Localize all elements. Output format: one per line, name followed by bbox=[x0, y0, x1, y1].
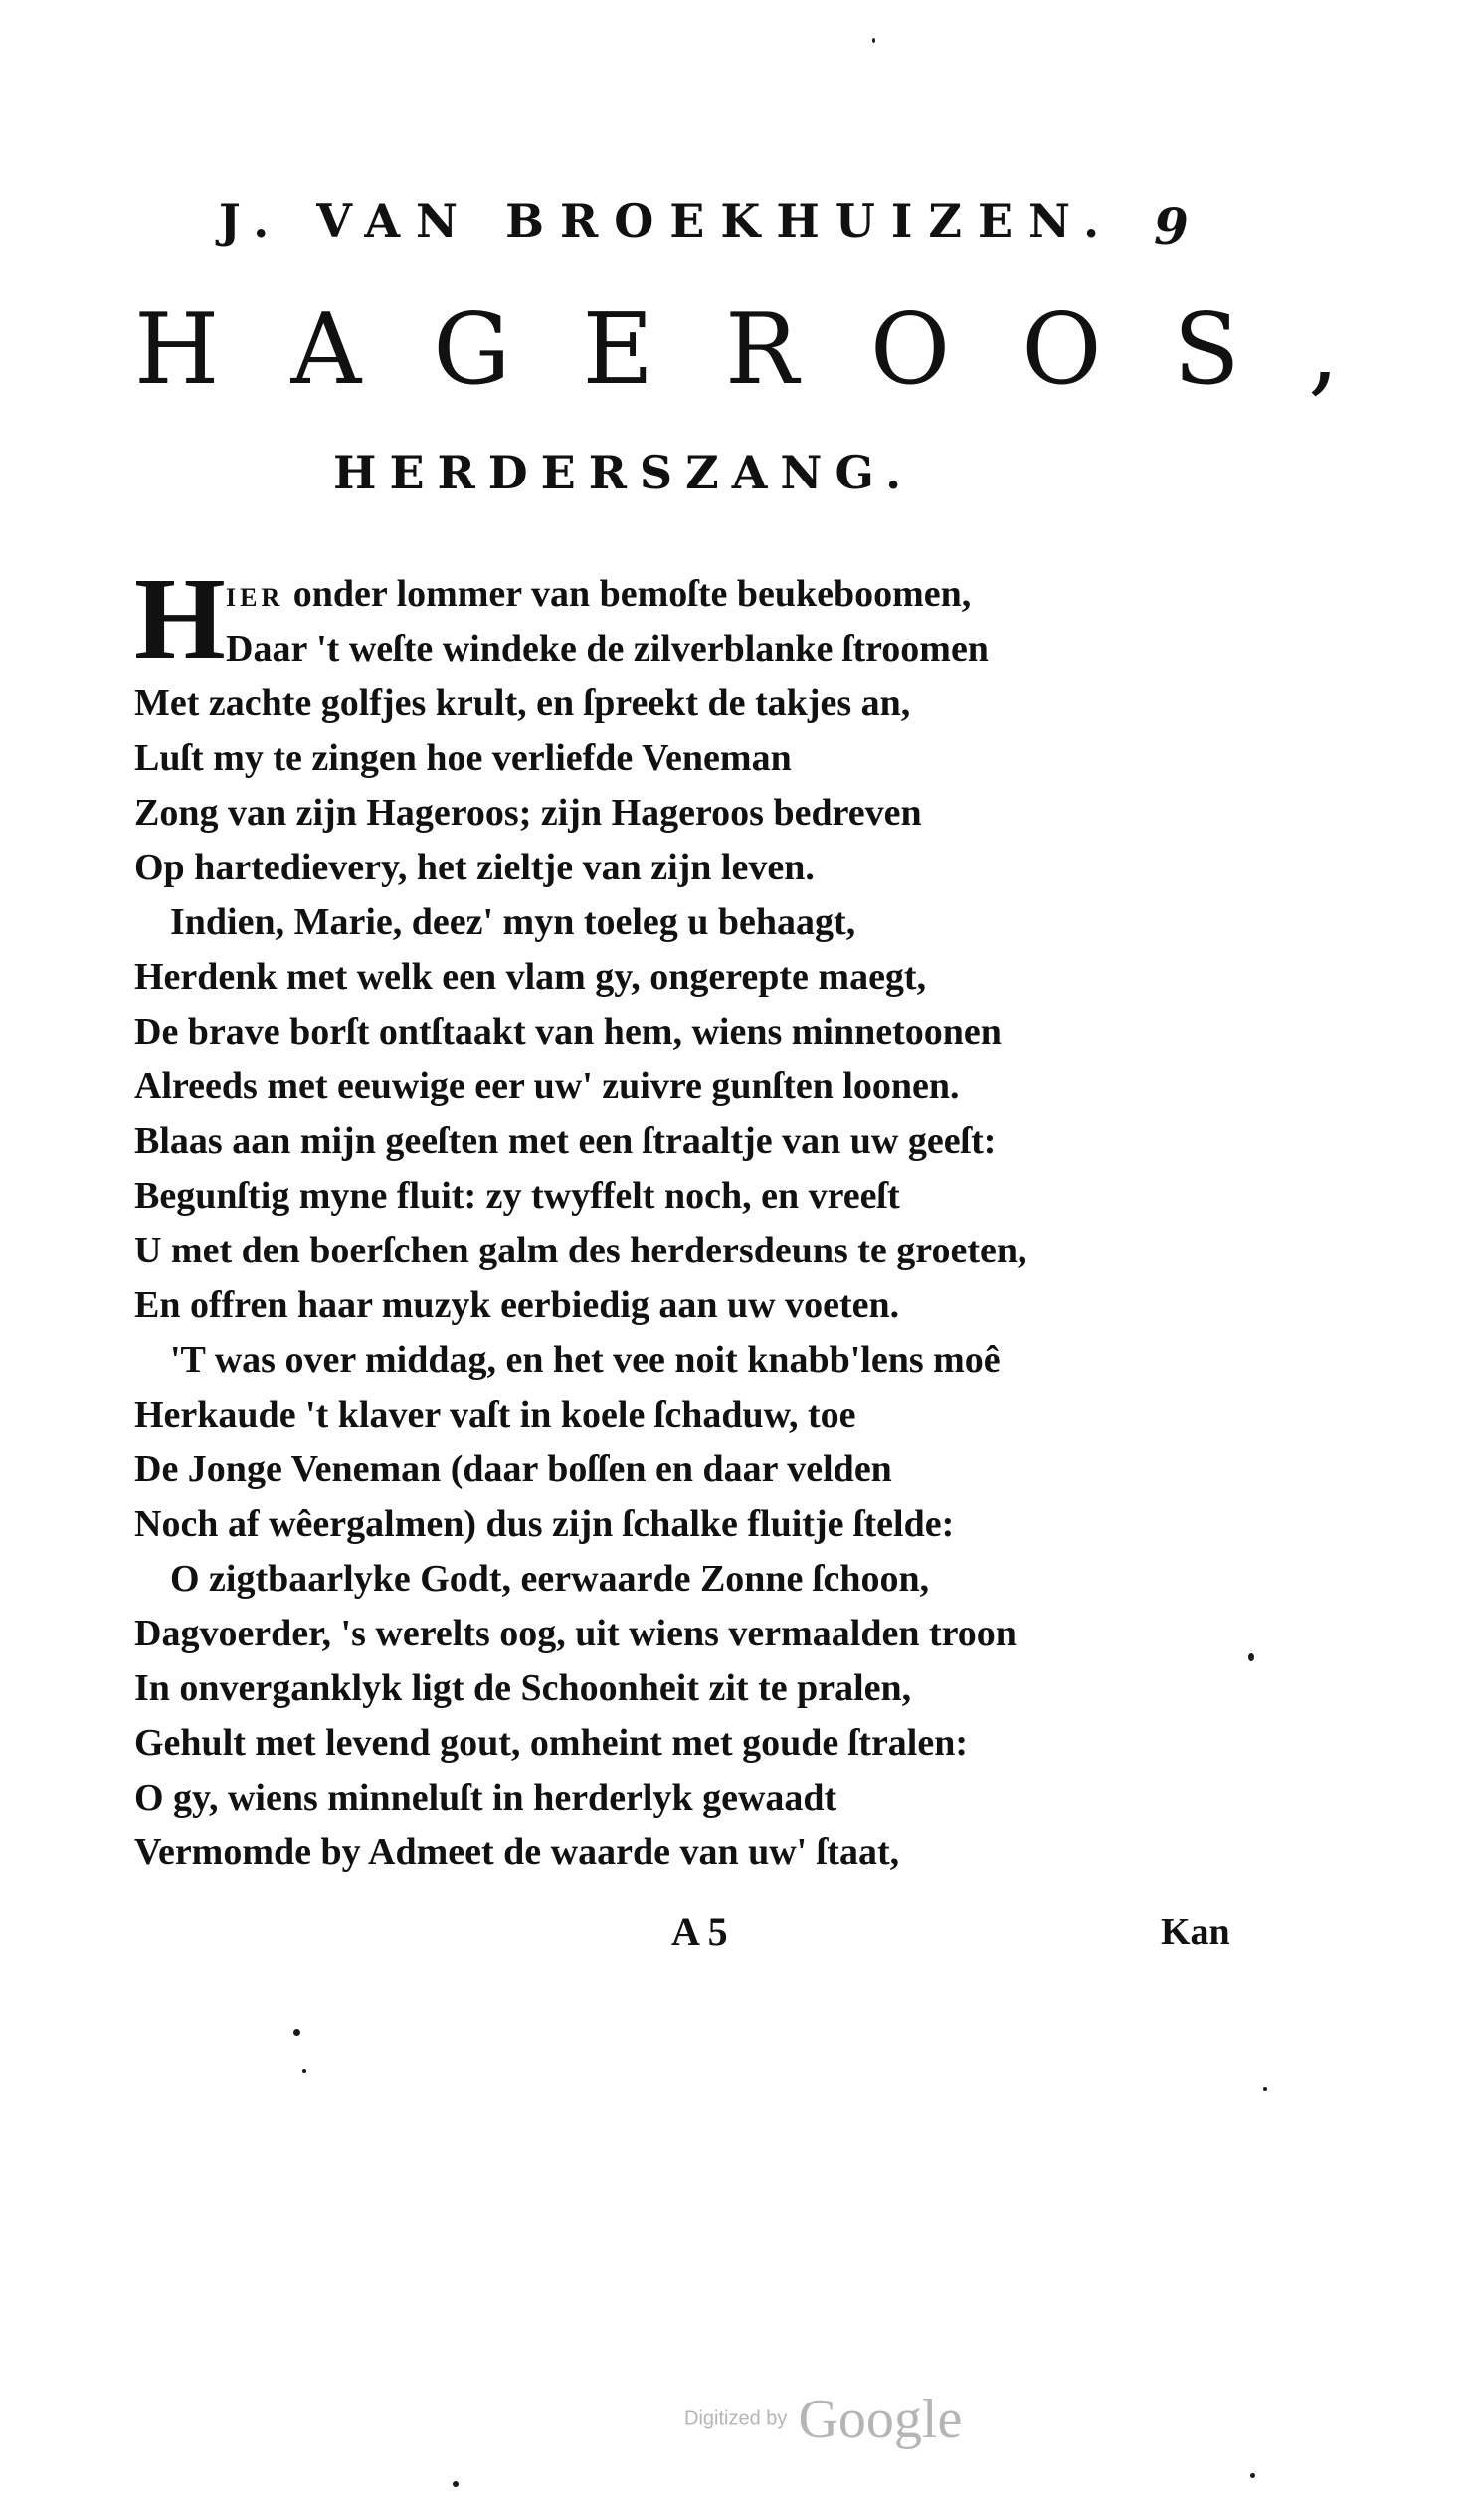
signature-mark: A 5 bbox=[671, 1909, 728, 1954]
ink-speck bbox=[453, 2481, 459, 2487]
ink-speck bbox=[1248, 1653, 1254, 1661]
poem-line: Gehult met levend gout, omheint met goude ſtralen: bbox=[134, 1722, 969, 1764]
poem-line: 'T was over middag, en het vee noit knabb'lens moê bbox=[170, 1339, 1001, 1381]
poem-line: Herdenk met welk een vlam gy, ongerepte maegt, bbox=[134, 956, 927, 998]
digitization-watermark bbox=[684, 2388, 962, 2451]
poem-title: HAGEROOS, bbox=[134, 293, 1411, 407]
poem-line: Zong van zijn Hageroos; zijn Hageroos bedreven bbox=[134, 792, 922, 834]
poem-line: Indien, Marie, deez' myn toeleg u behaagt, bbox=[170, 901, 856, 943]
poem-line: Noch af wêergalmen) dus zijn ſchalke fluitje ſtelde: bbox=[134, 1503, 955, 1545]
ink-speck bbox=[293, 2029, 300, 2036]
poem-line: De brave borſt ontſtaakt van hem, wiens minnetoonen bbox=[134, 1011, 1002, 1053]
catchword: Kan bbox=[1161, 1911, 1230, 1953]
page-number: 9 bbox=[1154, 197, 1189, 256]
poem-line: Op hartedievery, het zieltje van zijn leven. bbox=[134, 847, 815, 888]
poem-subtitle: HERDERSZANG. bbox=[333, 446, 915, 499]
watermark-brand: Google bbox=[798, 2389, 963, 2450]
ink-speck bbox=[872, 38, 875, 43]
poem-line: Met zachte golfjes krult, en ſpreekt de takjes an, bbox=[134, 682, 911, 724]
poem-line bbox=[226, 567, 971, 625]
poem-line: Luſt my te zingen hoe verliefde Veneman bbox=[134, 737, 792, 779]
ink-speck bbox=[1250, 2473, 1255, 2478]
poem-line: Begunſtig myne fluit: zy twyffelt noch, en vreeſt bbox=[134, 1175, 900, 1217]
drop-cap: H bbox=[134, 553, 226, 683]
first-word-smallcaps: IER bbox=[226, 583, 284, 612]
poem-line: O zigtbaarlyke Godt, eerwaarde Zonne ſchoon, bbox=[170, 1558, 930, 1600]
poem-line: Daar 't weſte windeke de zilverblanke ſtroomen bbox=[226, 628, 989, 670]
ink-speck bbox=[1263, 2087, 1267, 2091]
poem-line: Vermomde by Admeet de waarde van uw' ſtaat, bbox=[134, 1831, 900, 1873]
poem-line: U met den boerſchen galm des herdersdeuns te groeten, bbox=[134, 1230, 1027, 1271]
poem-line: En offren haar muzyk eerbiedig aan uw voeten. bbox=[134, 1284, 900, 1326]
ink-speck bbox=[302, 2069, 306, 2073]
running-head bbox=[219, 194, 1233, 248]
running-title: J. VAN BROEKHUIZEN. bbox=[219, 194, 1116, 248]
poem-line: O gy, wiens minneluſt in herderlyk gewaadt bbox=[134, 1777, 837, 1819]
opening-lines bbox=[134, 553, 1208, 683]
first-line-rest: onder lommer van bemoſte beukeboomen, bbox=[283, 573, 972, 615]
poem-line: Alreeds met eeuwige eer uw' zuivre gunſten loonen. bbox=[134, 1065, 960, 1107]
poem-line: Blaas aan mijn geeſten met een ſtraaltje van uw geeſt: bbox=[134, 1120, 997, 1162]
poem-body bbox=[134, 553, 1208, 1880]
poem-line: In onverganklyk ligt de Schoonheit zit te pralen, bbox=[134, 1667, 912, 1709]
watermark-prefix: Digitized by bbox=[684, 2407, 788, 2430]
poem-line: Dagvoerder, 's werelts oog, uit wiens vermaalden troon bbox=[134, 1613, 1017, 1654]
poem-line: De Jonge Veneman (daar boſſen en daar velden bbox=[134, 1448, 892, 1490]
poem-line: Herkaude 't klaver vaſt in koele ſchaduw, toe bbox=[134, 1394, 856, 1436]
